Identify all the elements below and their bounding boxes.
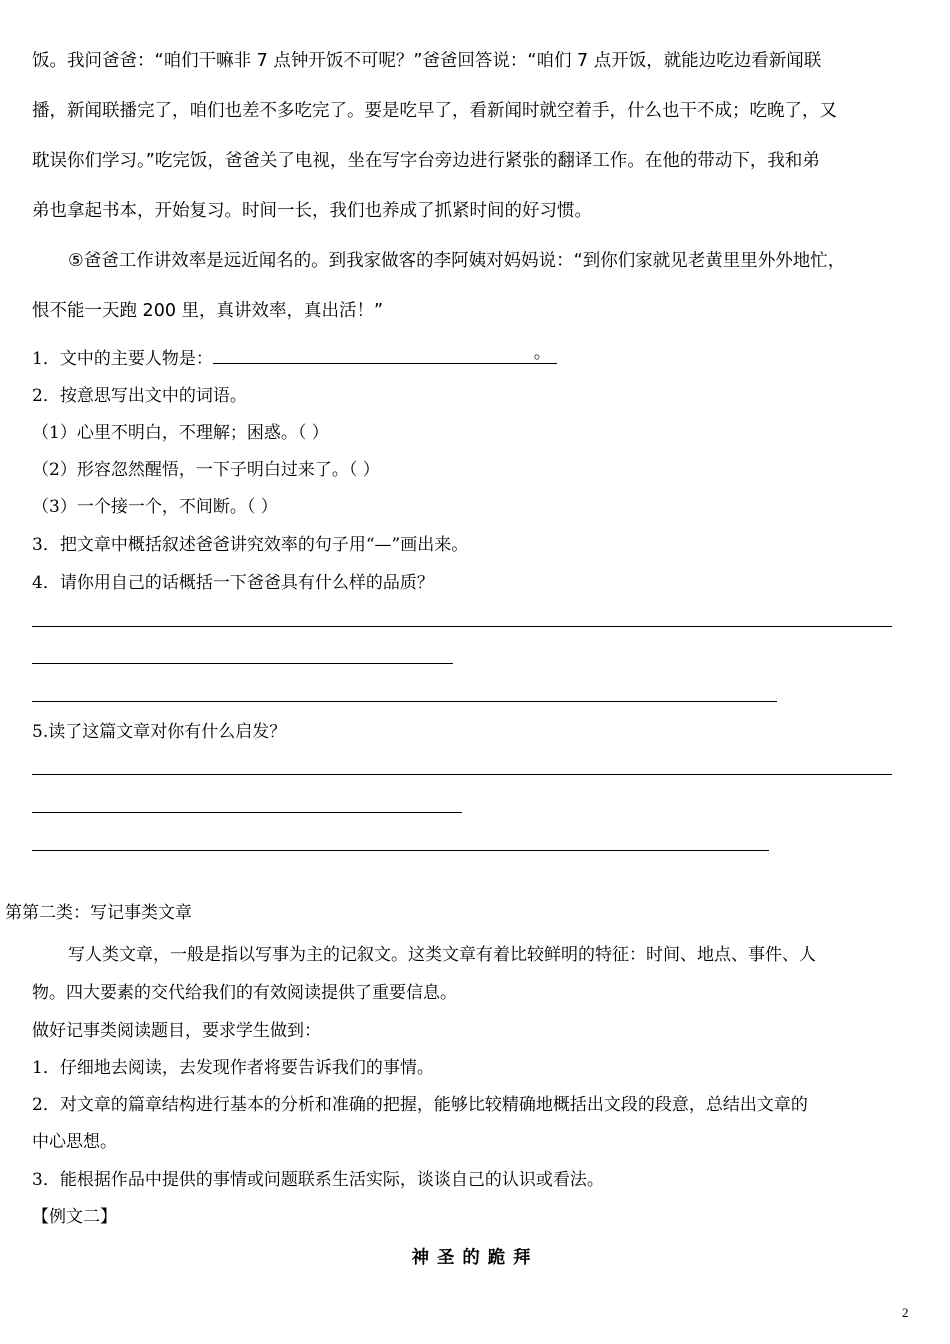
example-label: 【例文二】 <box>32 1207 117 1227</box>
answer-blank-1[interactable] <box>213 345 557 364</box>
question-1-label: 1．文中的主要人物是： <box>32 349 213 369</box>
requirement-3: 3．能根据作品中提供的事情或问题联系生活实际，谈谈自己的认识或看法。 <box>32 1170 604 1190</box>
question-1-end: 。 <box>533 343 551 363</box>
story-line: 弟也拿起书本，开始复习。时间一长，我们也养成了抓紧时间的好习惯。 <box>32 201 592 221</box>
story-paragraph-5: ⑤爸爸工作讲效率是远近闻名的。到我家做客的李阿姨对妈妈说：“到你们家就见老黄里里外外地忙， <box>68 251 846 271</box>
section-heading: 第第二类：写记事类文章 <box>5 903 192 923</box>
intro-line: 物。四大要素的交代给我们的有效阅读提供了重要信息。 <box>32 983 457 1003</box>
question-5: 5.读了这篇文章对你有什么启发？ <box>32 722 287 742</box>
question-2: 2．按意思写出文中的词语。 <box>32 386 247 406</box>
question-4: 4．请你用自己的话概括一下爸爸具有什么样的品质？ <box>32 573 434 593</box>
answer-line-5b[interactable] <box>32 812 462 813</box>
question-1 <box>32 344 557 369</box>
answer-line-4c[interactable] <box>32 701 777 702</box>
story-line: 饭。我问爸爸：“咱们干嘛非 7 点钟开饭不可呢？”爸爸回答说：“咱们 7 点开饭，就能边吃边看新闻联 <box>32 51 822 71</box>
story-line: 耽误你们学习。”吃完饭，爸爸关了电视，坐在写字台旁边进行紧张的翻译工作。在他的带动下，我和弟 <box>32 151 820 171</box>
answer-line-5a[interactable] <box>32 774 892 775</box>
requirement-2-cont: 中心思想。 <box>32 1132 117 1152</box>
story-line: 播，新闻联播完了，咱们也差不多吃完了。要是吃早了，看新闻时就空着手，什么也干不成；吃晚了，又 <box>32 101 837 121</box>
requirement-1: 1．仔细地去阅读，去发现作者将要告诉我们的事情。 <box>32 1058 434 1078</box>
question-2-3: （3）一个接一个，不间断。（ ） <box>32 497 278 517</box>
requirement-2: 2．对文章的篇章结构进行基本的分析和准确的把握，能够比较精确地概括出文段的段意，总结出文章的 <box>32 1095 808 1115</box>
question-3: 3．把文章中概括叙述爸爸讲究效率的句子用“—”画出来。 <box>32 535 469 555</box>
example-title: 神圣的跪拜 <box>411 1248 539 1268</box>
intro-line: 写人类文章，一般是指以写事为主的记叙文。这类文章有着比较鲜明的特征：时间、地点、事件、人 <box>68 945 816 965</box>
answer-line-4a[interactable] <box>32 626 892 627</box>
story-line: 恨不能一天跑 200 里，真讲效率，真出活！” <box>32 301 384 321</box>
page-number: 2 <box>902 1305 909 1320</box>
answer-line-5c[interactable] <box>32 850 769 851</box>
answer-line-4b[interactable] <box>32 663 453 664</box>
question-2-1: （1）心里不明白，不理解；困惑。（ ） <box>32 423 329 443</box>
question-2-2: （2）形容忽然醒悟，一下子明白过来了。（ ） <box>32 460 380 480</box>
requirements-intro: 做好记事类阅读题目，要求学生做到： <box>32 1021 321 1041</box>
